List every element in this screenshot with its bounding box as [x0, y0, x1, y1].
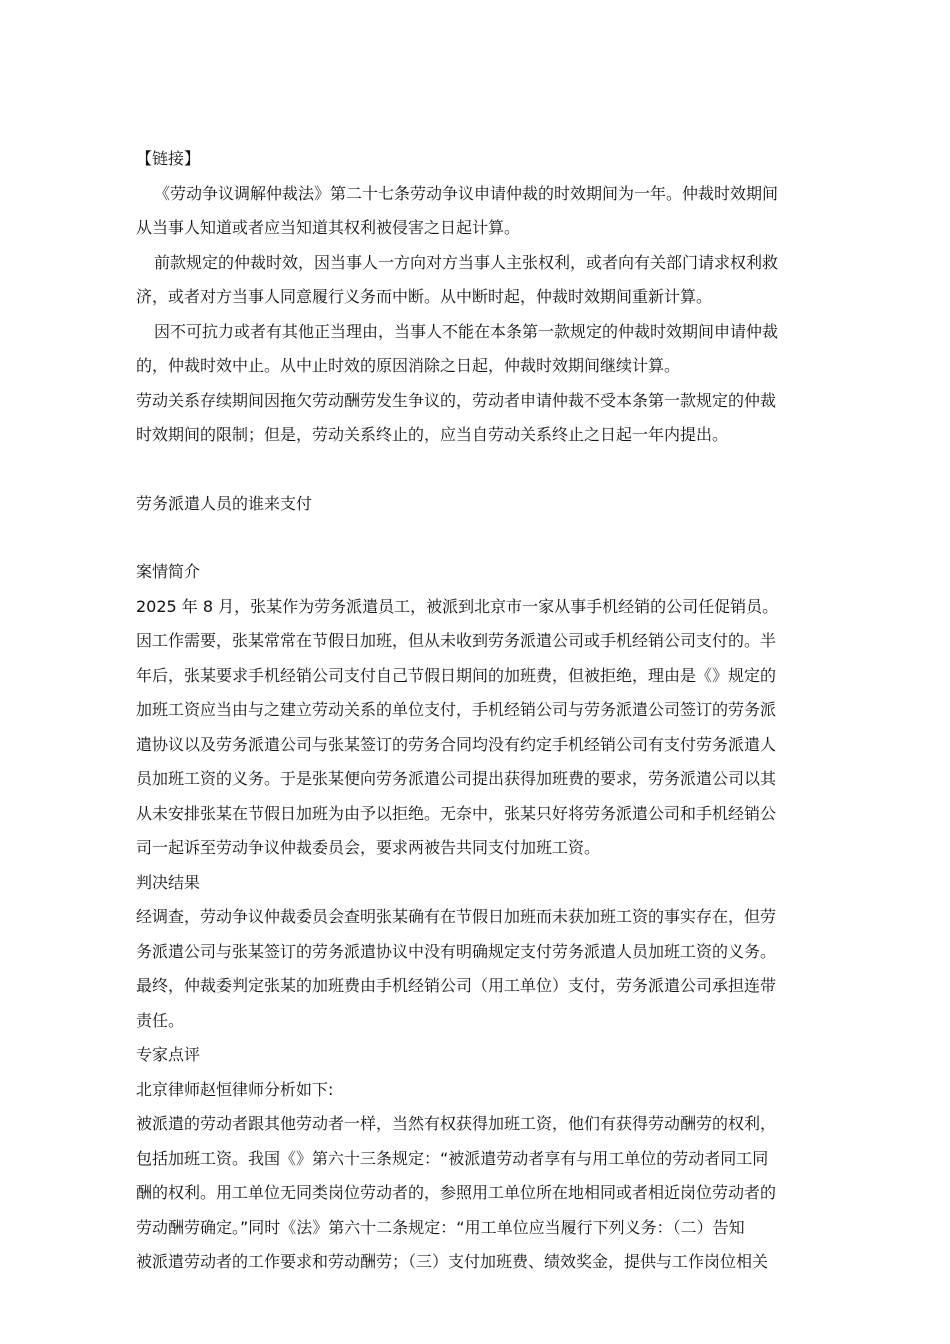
case-intro-line: 加班工资应当由与之建立劳动关系的单位支付，手机经销公司与劳务派遣公司签订的劳务派 [136, 700, 777, 719]
expert-review-intro: 北京律师赵恒律师分析如下: [136, 1079, 334, 1099]
judgment-line: 责任。 [136, 1010, 185, 1030]
case-intro-line: 因工作需要，张某常常在节假日加班，但从未收到劳务派遣公司或手机经销公司支付的。半 [136, 631, 777, 650]
case-intro-line: 遣协议以及劳务派遣公司与张某签订的劳务合同均没有约定手机经销公司有支付劳务派遣人 [136, 734, 777, 754]
link-text-line: 的，仲裁时效中止。从中止时效的原因消除之日起，仲裁时效期间继续计算。 [136, 356, 681, 375]
spacer [136, 453, 810, 487]
link-text-line: 前款规定的仲裁时效，因当事人一方向对方当事人主张权利，或者向有关部门请求权利救 [154, 252, 779, 272]
case-intro-line: 司一起诉至劳动争议仲裁委员会，要求两被告共同支付加班工资。 [136, 838, 601, 857]
case-intro-heading: 案情简介 [136, 562, 201, 581]
expert-review-line: 酬的权利。用工单位无同类岗位劳动者的，参照用工单位所在地相同或者相近岗位劳动者的 [136, 1183, 777, 1202]
link-text-line: 劳动关系存续期间因拖欠劳动酬劳发生争议的，劳动者申请仲裁不受本条第一款规定的仲裁 [136, 390, 777, 410]
link-text-line: 济，或者对方当事人同意履行义务而中断。从中断时起，仲裁时效期间重新计算。 [136, 287, 713, 306]
spacer [136, 521, 810, 555]
case-intro-line: 2025 年 8 月，张某作为劳务派遣员工，被派到北京市一家从事手机经销的公司任促销员。 [136, 596, 779, 616]
link-text-line: 时效期间的限制；但是，劳动关系终止的，应当自劳动关系终止之日起一年内提出。 [136, 425, 729, 444]
expert-review-line: 劳动酬劳确定。”同时《法》第六十二条规定：“用工单位应当履行下列义务：（二）告知 [136, 1217, 745, 1237]
case-intro-line: 员加班工资的义务。于是张某便向劳务派遣公司提出获得加班费的要求，劳务派遣公司以其 [136, 769, 777, 788]
link-text-line: 《劳动争议调解仲裁法》第二十七条劳动争议申请仲裁的时效期间为一年。仲裁时效期间 [154, 183, 779, 203]
expert-review-line: 被派遣的劳动者跟其他劳动者一样，当然有权获得加班工资，他们有获得劳动酬劳的权利， [136, 1114, 777, 1133]
link-text-line: 因不可抗力或者有其他正当理由，当事人不能在本条第一款规定的仲裁时效期间申请仲裁 [154, 321, 779, 341]
judgment-heading: 判决结果 [136, 872, 201, 892]
judgment-line: 务派遣公司与张某签订的劳务派遣协议中没有明确规定支付劳务派遣人员加班工资的义务。 [136, 941, 777, 961]
document-body [136, 142, 810, 1280]
expert-review-line: 被派遣劳动者的工作要求和劳动酬劳；（三）支付加班费、绩效奖金，提供与工作岗位相关 [136, 1252, 769, 1271]
case-intro-line: 年后，张某要求手机经销公司支付自己节假日期间的加班费，但被拒绝，理由是《》规定的 [136, 665, 777, 685]
link-heading: 【链接】 [136, 149, 201, 168]
link-text-line: 从当事人知道或者应当知道其权利被侵害之日起计算。 [136, 218, 521, 237]
article-title: 劳务派遣人员的谁来支付 [136, 493, 313, 513]
judgment-line: 最终，仲裁委判定张某的加班费由手机经销公司（用工单位）支付，劳务派遣公司承担连带 [136, 976, 777, 995]
case-intro-line: 从未安排张某在节假日加班为由予以拒绝。无奈中，张某只好将劳务派遣公司和手机经销公 [136, 803, 777, 823]
expert-review-line: 包括加班工资。我国《》第六十三条规定：“被派遣劳动者享有与用工单位的劳动者同工同 [136, 1148, 769, 1168]
judgment-line: 经调查，劳动争议仲裁委员会查明张某确有在节假日加班而未获加班工资的事实存在，但劳 [136, 907, 777, 926]
expert-review-heading: 专家点评 [136, 1045, 201, 1064]
